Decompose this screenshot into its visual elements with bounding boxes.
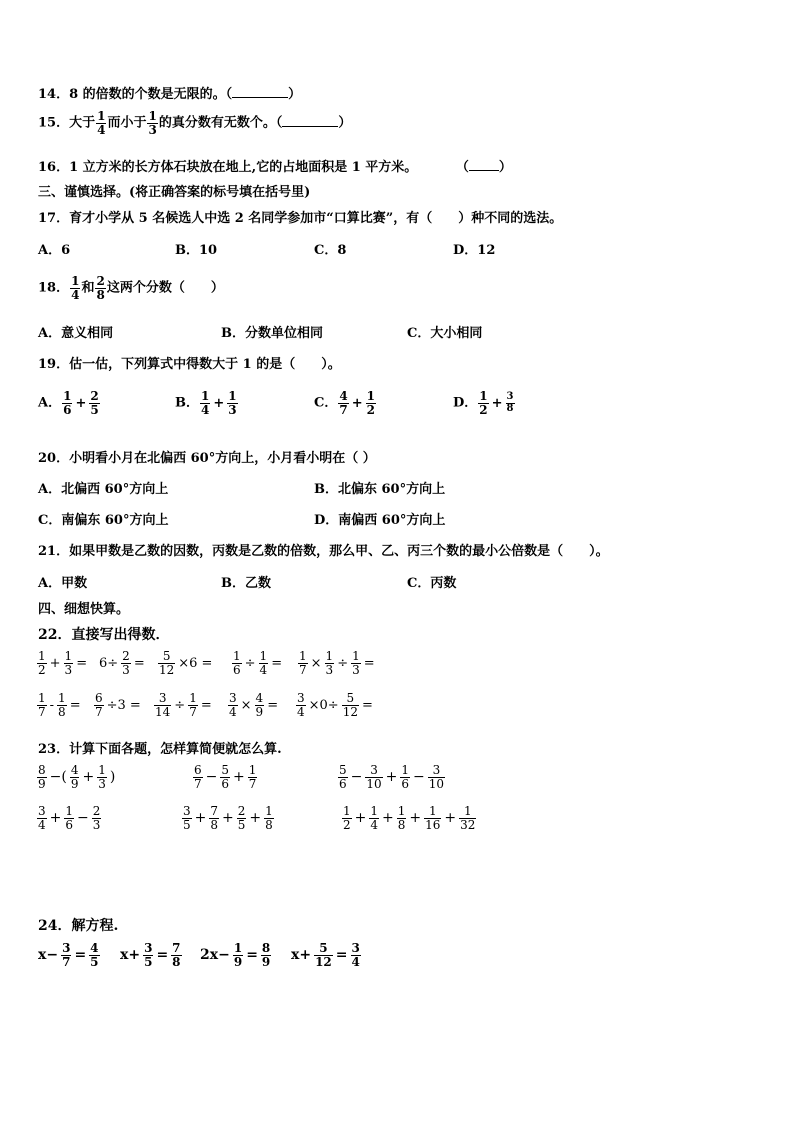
option-b[interactable]: B．北偏东 60°方向上 (314, 482, 446, 497)
calc-expression: $\frac{5}{6}$ − $\frac{3}{10}$ + $\frac{1}{6}$ − $\frac{3}{10}$ (339, 763, 445, 791)
option-a[interactable]: A．北偏西 60°方向上 (38, 482, 169, 497)
fraction: $\frac{1}{4}$ (71, 274, 80, 302)
question-21: 21．如果甲数是乙数的因数，丙数是乙数的倍数，那么甲、乙、丙三个数的最小公倍数是（ ）。 (38, 544, 609, 559)
calc-expression: $\frac{1}{6}$ ÷ $\frac{1}{4}$ = (233, 649, 283, 677)
answer-blank[interactable] (469, 170, 499, 171)
equation: x+ $\frac{3}{5}$ = $\frac{7}{8}$ (120, 941, 181, 969)
question-20: 20．小明看小月在北偏西 60°方向上，小月看小明在（ ） (38, 451, 376, 466)
calc-expression: $\frac{3}{4}$ × $\frac{4}{9}$ = (229, 691, 279, 719)
section-4-heading: 四、细想快算。 (38, 602, 130, 617)
question-16: 16．1 立方米的长方体石块放在地上,它的占地面积是 1 平方米。 （ ） (38, 160, 512, 175)
equation: 2x− $\frac{1}{9}$ = $\frac{8}{9}$ (200, 941, 271, 969)
fraction: $\frac{1}{3}$ (228, 389, 237, 417)
calc-expression: $\frac{6}{7}$ ÷3 = (95, 691, 141, 719)
calc-expression: $\frac{1}{7}$ × $\frac{1}{3}$ ÷ $\frac{1}{3}$ = (299, 649, 375, 677)
fraction: $\frac{1}{6}$ (63, 389, 72, 417)
fraction: $\frac{1}{3}$ (148, 109, 157, 137)
question-14-text: 14．8 的倍数的个数是无限的。（ (38, 87, 233, 102)
option-a[interactable]: A．6 (38, 243, 71, 258)
fraction: $\frac{1}{4}$ (201, 389, 210, 417)
option-c[interactable]: C．8 (314, 243, 347, 258)
option-b[interactable]: B． $\frac{1}{4}$ + $\frac{1}{3}$ (175, 389, 237, 417)
option-c[interactable]: C．大小相同 (407, 326, 483, 341)
calc-expression: $\frac{1}{2}$ + $\frac{1}{3}$ = (38, 649, 88, 677)
calc-expression: $\frac{1}{7}$ - $\frac{1}{8}$ = (38, 691, 81, 719)
fraction: $\frac{3}{8}$ (506, 391, 514, 414)
calc-expression: $\frac{1}{2}$ + $\frac{1}{4}$ + $\frac{1}{8}$ + $\frac{1}{16}$ + $\frac{1}{32}$ (343, 804, 476, 832)
calc-expression: $\frac{3}{5}$ + $\frac{7}{8}$ + $\frac{2}{5}$ + $\frac{1}{8}$ (183, 804, 273, 832)
equation: x+ $\frac{5}{12}$ = $\frac{3}{4}$ (291, 941, 360, 969)
option-a[interactable]: A．甲数 (38, 576, 88, 591)
option-d[interactable]: D．12 (453, 243, 496, 258)
question-17: 17．育才小学从 5 名候选人中选 2 名同学参加市“口算比赛”，有（ ）种不同的选法。 (38, 211, 563, 226)
fraction: $\frac{2}{8}$ (96, 274, 105, 302)
question-22-title: 22．直接写出得数． (38, 627, 170, 643)
fraction: $\frac{1}{2}$ (366, 389, 375, 417)
option-c[interactable]: C． $\frac{4}{7}$ + $\frac{1}{2}$ (314, 389, 375, 417)
calc-expression: $\frac{8}{9}$ −( $\frac{4}{9}$ + $\frac{1}{3}$ ) (38, 763, 116, 791)
answer-blank[interactable] (232, 97, 288, 98)
question-14: 14．8 的倍数的个数是无限的。（ ） (38, 87, 302, 102)
option-b[interactable]: B．分数单位相同 (221, 326, 323, 341)
fraction: $\frac{4}{7}$ (339, 389, 348, 417)
option-d[interactable]: D． $\frac{1}{2}$ + $\frac{3}{8}$ (453, 389, 514, 417)
option-a[interactable]: A．意义相同 (38, 326, 114, 341)
section-3-heading: 三、谨慎选择。(将正确答案的标号填在括号里) (38, 185, 311, 200)
question-18: 18． $\frac{1}{4}$ 和 $\frac{2}{8}$ 这两个分数（ ） (38, 274, 224, 302)
answer-blank[interactable] (282, 126, 338, 127)
option-c[interactable]: C．南偏东 60°方向上 (38, 513, 169, 528)
calc-expression: $\frac{5}{12}$ ×6 = (159, 649, 213, 677)
equation: x− $\frac{3}{7}$ = $\frac{4}{5}$ (38, 941, 99, 969)
question-15: 15．大于 $\frac{1}{4}$ 而小于 $\frac{1}{3}$ 的真分数有无数个。（ ） (38, 109, 352, 137)
option-b[interactable]: B．10 (175, 243, 218, 258)
question-24-title: 24．解方程. (38, 918, 119, 934)
option-a[interactable]: A． $\frac{1}{6}$ + $\frac{2}{5}$ (38, 389, 99, 417)
option-b[interactable]: B．乙数 (221, 576, 271, 591)
fraction: $\frac{1}{4}$ (97, 109, 106, 137)
calc-expression: 6÷ $\frac{2}{3}$ = (99, 649, 145, 677)
fraction: $\frac{1}{2}$ (479, 389, 488, 417)
fraction: $\frac{2}{5}$ (90, 389, 99, 417)
option-d[interactable]: D．南偏西 60°方向上 (314, 513, 446, 528)
option-c[interactable]: C．丙数 (407, 576, 457, 591)
question-19: 19．估一估，下列算式中得数大于 1 的是（ ）。 (38, 357, 341, 372)
calc-expression: $\frac{3}{14}$ ÷ $\frac{1}{7}$ = (155, 691, 212, 719)
calc-expression: $\frac{3}{4}$ + $\frac{1}{6}$ − $\frac{2}{3}$ (38, 804, 101, 832)
calc-expression: $\frac{6}{7}$ − $\frac{5}{6}$ + $\frac{1}{7}$ (194, 763, 257, 791)
calc-expression: $\frac{3}{4}$ ×0÷ $\frac{5}{12}$ = (297, 691, 373, 719)
question-23-title: 23．计算下面各题，怎样算简便就怎么算. (38, 742, 282, 757)
